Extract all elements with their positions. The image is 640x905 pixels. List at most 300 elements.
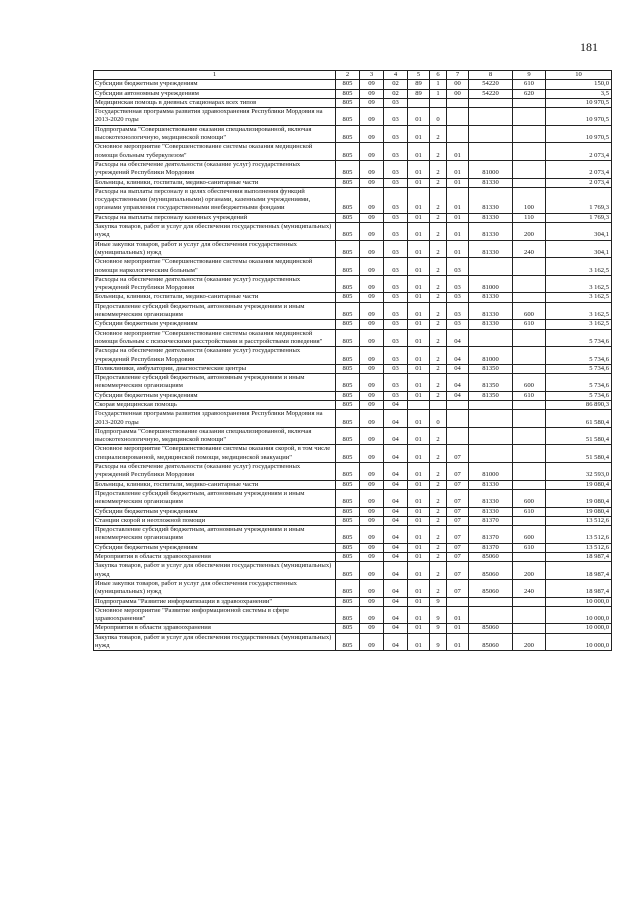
code-expense-type-cell [513,463,546,481]
code-subsection-cell: 04 [384,579,408,597]
code-program-cell: 01 [408,320,430,329]
code-admin-cell: 805 [336,553,360,562]
code-event-cell: 07 [447,463,469,481]
code-section-cell: 09 [360,597,384,606]
code-subsection-cell: 04 [384,489,408,507]
code-program-cell: 01 [408,187,430,213]
code-event-cell: 01 [447,223,469,241]
code-subprogram-cell: 9 [430,606,447,624]
code-event-cell: 01 [447,606,469,624]
code-event-cell [447,108,469,126]
code-event-cell: 01 [447,624,469,633]
row-name: Расходы на обеспечение деятельности (оказание услуг) государственных учреждений Республики Мордовия [94,160,336,178]
code-expense-type-cell [513,445,546,463]
code-direction-cell: 85060 [469,553,513,562]
row-name: Предоставление субсидий бюджетным, автономным учреждениям и иным некоммерческим организациям [94,302,336,320]
code-event-cell [447,400,469,409]
table-row [94,480,612,489]
code-admin-cell: 805 [336,579,360,597]
table-row [94,213,612,222]
code-admin-cell: 805 [336,108,360,126]
code-section-cell: 09 [360,320,384,329]
code-expense-type-cell [513,160,546,178]
amount-cell: 13 512,6 [546,543,612,552]
code-subprogram-cell: 2 [430,427,447,445]
code-event-cell: 07 [447,553,469,562]
table-row [94,364,612,373]
amount-cell: 18 987,4 [546,562,612,580]
table-row [94,275,612,293]
code-section-cell: 09 [360,445,384,463]
code-section-cell: 09 [360,427,384,445]
code-event-cell: 03 [447,293,469,302]
code-subsection-cell: 03 [384,240,408,258]
code-direction-cell: 54220 [469,89,513,98]
code-expense-type-cell: 620 [513,89,546,98]
code-program-cell: 01 [408,553,430,562]
code-program-cell: 01 [408,302,430,320]
code-section-cell: 09 [360,160,384,178]
table-row [94,223,612,241]
amount-cell: 3,5 [546,89,612,98]
code-subsection-cell: 04 [384,562,408,580]
code-subsection-cell: 04 [384,543,408,552]
code-expense-type-cell [513,108,546,126]
code-subprogram-cell: 2 [430,187,447,213]
code-program-cell: 01 [408,427,430,445]
budget-table [93,70,612,651]
code-section-cell: 09 [360,275,384,293]
row-name: Расходы на обеспечение деятельности (оказание услуг) государственных учреждений Республики Мордовия [94,463,336,481]
amount-cell: 5 734,6 [546,329,612,347]
code-direction-cell: 81330 [469,489,513,507]
amount-cell: 19 080,4 [546,480,612,489]
table-header-row [94,71,612,80]
code-event-cell: 03 [447,275,469,293]
code-subprogram-cell: 2 [430,347,447,365]
code-admin-cell: 805 [336,624,360,633]
amount-cell: 19 080,4 [546,507,612,516]
code-section-cell: 09 [360,562,384,580]
code-admin-cell: 805 [336,143,360,161]
table-row [94,258,612,276]
amount-cell: 51 580,4 [546,427,612,445]
code-direction-cell: 81350 [469,374,513,392]
code-subsection-cell: 04 [384,463,408,481]
amount-cell: 18 987,4 [546,553,612,562]
code-admin-cell: 805 [336,526,360,544]
code-admin-cell: 805 [336,489,360,507]
code-direction-cell: 81330 [469,213,513,222]
code-event-cell: 07 [447,562,469,580]
row-name: Закупка товаров, работ и услуг для обеспечения государственных (муниципальных) нужд [94,223,336,241]
row-name: Основное мероприятие "Совершенствование системы оказания скорой, в том числе специализированной, медицинской помощи, медицинской эвакуации" [94,445,336,463]
code-section-cell: 09 [360,543,384,552]
code-admin-cell: 805 [336,240,360,258]
code-program-cell: 01 [408,391,430,400]
code-subprogram-cell: 2 [430,489,447,507]
code-section-cell: 09 [360,364,384,373]
table-row [94,320,612,329]
code-direction-cell: 81350 [469,391,513,400]
page-number: 181 [580,40,598,54]
code-expense-type-cell: 200 [513,223,546,241]
code-admin-cell: 805 [336,543,360,552]
code-direction-cell: 81370 [469,516,513,525]
code-subsection-cell: 04 [384,597,408,606]
code-expense-type-cell [513,178,546,187]
code-event-cell: 07 [447,480,469,489]
table-row [94,516,612,525]
row-name: Закупка товаров, работ и услуг для обеспечения государственных (муниципальных) нужд [94,633,336,651]
code-direction-cell [469,125,513,143]
code-direction-cell [469,445,513,463]
code-section-cell: 09 [360,516,384,525]
table-row [94,143,612,161]
code-subsection-cell: 02 [384,80,408,89]
table-row [94,391,612,400]
code-subprogram-cell: 2 [430,364,447,373]
code-subprogram-cell: 2 [430,320,447,329]
code-expense-type-cell: 600 [513,374,546,392]
table-row [94,507,612,516]
code-section-cell: 09 [360,507,384,516]
code-section-cell: 09 [360,240,384,258]
amount-cell: 5 734,6 [546,374,612,392]
code-direction-cell: 81330 [469,480,513,489]
code-admin-cell: 805 [336,427,360,445]
code-direction-cell: 81330 [469,293,513,302]
code-section-cell: 09 [360,293,384,302]
amount-cell: 304,1 [546,240,612,258]
code-subsection-cell: 03 [384,223,408,241]
code-admin-cell: 805 [336,125,360,143]
code-admin-cell: 805 [336,445,360,463]
code-admin-cell: 805 [336,89,360,98]
code-section-cell: 09 [360,347,384,365]
row-name: Расходы на обеспечение деятельности (оказание услуг) государственных учреждений Республики Мордовия [94,275,336,293]
code-expense-type-cell: 200 [513,562,546,580]
code-subprogram-cell: 2 [430,329,447,347]
code-event-cell: 07 [447,579,469,597]
row-name: Закупка товаров, работ и услуг для обеспечения государственных (муниципальных) нужд [94,562,336,580]
header-cell: 6 [430,71,447,80]
code-admin-cell: 805 [336,480,360,489]
amount-cell: 32 593,0 [546,463,612,481]
code-program-cell: 01 [408,329,430,347]
row-name: Расходы на обеспечение деятельности (оказание услуг) государственных учреждений Республики Мордовия [94,347,336,365]
amount-cell: 51 580,4 [546,445,612,463]
table-row [94,160,612,178]
code-subprogram-cell: 2 [430,293,447,302]
code-section-cell: 09 [360,624,384,633]
code-program-cell: 01 [408,347,430,365]
code-program-cell: 01 [408,125,430,143]
table-row [94,463,612,481]
code-subprogram-cell [430,400,447,409]
code-admin-cell: 805 [336,223,360,241]
code-subprogram-cell: 2 [430,143,447,161]
row-name: Станции скорой и неотложной помощи [94,516,336,525]
code-subprogram-cell: 2 [430,480,447,489]
amount-cell: 3 162,5 [546,275,612,293]
table-row [94,178,612,187]
code-section-cell: 09 [360,489,384,507]
amount-cell: 2 073,4 [546,143,612,161]
code-event-cell: 07 [447,516,469,525]
code-subprogram-cell: 2 [430,516,447,525]
code-direction-cell [469,108,513,126]
row-name: Предоставление субсидий бюджетным, автономным учреждениям и иным некоммерческим организациям [94,526,336,544]
table-row [94,329,612,347]
code-section-cell: 09 [360,633,384,651]
code-subsection-cell: 03 [384,374,408,392]
code-subprogram-cell: 2 [430,579,447,597]
table-row [94,562,612,580]
code-admin-cell: 805 [336,633,360,651]
amount-cell: 5 734,6 [546,364,612,373]
code-expense-type-cell [513,347,546,365]
table-row [94,597,612,606]
row-name: Основное мероприятие "Развитие информационной системы в сфере здравоохранения" [94,606,336,624]
code-program-cell: 89 [408,89,430,98]
table-row [94,553,612,562]
code-admin-cell: 805 [336,516,360,525]
code-admin-cell: 805 [336,400,360,409]
code-direction-cell: 81350 [469,364,513,373]
code-direction-cell: 81370 [469,526,513,544]
table-row [94,526,612,544]
code-direction-cell: 81000 [469,347,513,365]
code-subsection-cell: 04 [384,633,408,651]
code-admin-cell: 805 [336,329,360,347]
code-event-cell: 04 [447,329,469,347]
code-direction-cell: 81330 [469,302,513,320]
code-expense-type-cell [513,516,546,525]
table-row [94,302,612,320]
code-event-cell: 04 [447,374,469,392]
code-event-cell: 07 [447,507,469,516]
code-event-cell: 03 [447,302,469,320]
amount-cell: 2 073,4 [546,160,612,178]
code-subprogram-cell: 9 [430,624,447,633]
code-subprogram-cell: 2 [430,445,447,463]
code-direction-cell: 81330 [469,178,513,187]
code-section-cell: 09 [360,526,384,544]
code-section-cell: 09 [360,125,384,143]
code-direction-cell: 54220 [469,80,513,89]
code-event-cell: 01 [447,240,469,258]
code-admin-cell: 805 [336,293,360,302]
code-direction-cell [469,143,513,161]
table-row [94,445,612,463]
amount-cell: 10 000,0 [546,606,612,624]
code-expense-type-cell: 610 [513,507,546,516]
code-subprogram-cell [430,98,447,107]
row-name: Основное мероприятие "Совершенствование системы оказания медицинской помощи больным с психическими расстройствами и расстройствами поведения" [94,329,336,347]
code-expense-type-cell: 600 [513,489,546,507]
row-name: Расходы на выплаты персоналу в целях обеспечения выполнения функций государственными (муниципальными) органами, казенными учреждениями, органами управления государственными внебюджетными фондами [94,187,336,213]
code-section-cell: 09 [360,223,384,241]
amount-cell: 1 769,3 [546,213,612,222]
code-expense-type-cell: 610 [513,80,546,89]
code-direction-cell [469,597,513,606]
code-program-cell: 01 [408,178,430,187]
header-cell: 7 [447,71,469,80]
code-expense-type-cell [513,98,546,107]
code-subprogram-cell: 2 [430,374,447,392]
code-subsection-cell: 03 [384,213,408,222]
code-subsection-cell: 04 [384,553,408,562]
code-event-cell: 04 [447,391,469,400]
row-name: Иные закупки товаров, работ и услуг для обеспечения государственных (муниципальных) нужд [94,240,336,258]
code-direction-cell [469,258,513,276]
code-direction-cell [469,98,513,107]
row-name: Предоставление субсидий бюджетным, автономным учреждениям и иным некоммерческим организациям [94,374,336,392]
code-direction-cell [469,427,513,445]
code-direction-cell [469,410,513,428]
header-cell: 2 [336,71,360,80]
code-section-cell: 09 [360,302,384,320]
code-subsection-cell: 03 [384,108,408,126]
code-event-cell: 03 [447,258,469,276]
code-program-cell: 01 [408,293,430,302]
code-subsection-cell: 03 [384,391,408,400]
code-program-cell: 01 [408,160,430,178]
row-name: Субсидии бюджетным учреждениям [94,80,336,89]
code-subsection-cell: 03 [384,364,408,373]
code-subsection-cell: 04 [384,400,408,409]
code-subprogram-cell: 2 [430,240,447,258]
code-section-cell: 09 [360,178,384,187]
code-section-cell: 09 [360,400,384,409]
code-expense-type-cell: 240 [513,240,546,258]
code-direction-cell: 81000 [469,160,513,178]
code-expense-type-cell [513,427,546,445]
header-cell: 9 [513,71,546,80]
amount-cell: 13 512,6 [546,516,612,525]
code-admin-cell: 805 [336,187,360,213]
table-row [94,187,612,213]
code-program-cell: 01 [408,489,430,507]
table-row [94,489,612,507]
code-section-cell: 09 [360,98,384,107]
header-cell: 1 [94,71,336,80]
code-expense-type-cell: 610 [513,320,546,329]
code-program-cell: 01 [408,624,430,633]
code-section-cell: 09 [360,606,384,624]
table-row [94,579,612,597]
code-program-cell: 01 [408,364,430,373]
code-section-cell: 09 [360,89,384,98]
code-subsection-cell: 03 [384,329,408,347]
code-direction-cell: 81330 [469,187,513,213]
code-event-cell: 01 [447,213,469,222]
header-cell: 5 [408,71,430,80]
amount-cell: 10 970,5 [546,108,612,126]
code-subprogram-cell: 2 [430,275,447,293]
code-section-cell: 09 [360,410,384,428]
code-expense-type-cell: 200 [513,633,546,651]
code-section-cell: 09 [360,258,384,276]
row-name: Медицинская помощь в дневных стационарах всех типов [94,98,336,107]
table-row [94,125,612,143]
code-event-cell: 01 [447,187,469,213]
code-section-cell: 09 [360,329,384,347]
amount-cell: 10 970,5 [546,125,612,143]
code-subsection-cell: 02 [384,89,408,98]
table-row [94,633,612,651]
row-name: Основное мероприятие "Совершенствование системы оказания медицинской помощи наркологическим больным" [94,258,336,276]
code-program-cell: 01 [408,463,430,481]
code-subsection-cell: 03 [384,160,408,178]
row-name: Государственная программа развития здравоохранения Республики Мордовия на 2013-2020 годы [94,410,336,428]
code-expense-type-cell [513,410,546,428]
code-subprogram-cell: 2 [430,125,447,143]
code-direction-cell [469,400,513,409]
row-name: Больницы, клиники, госпитали, медико-санитарные части [94,293,336,302]
row-name: Субсидии автономным учреждениям [94,89,336,98]
code-subprogram-cell: 2 [430,223,447,241]
code-section-cell: 09 [360,463,384,481]
code-event-cell: 07 [447,445,469,463]
code-event-cell: 03 [447,320,469,329]
code-event-cell: 01 [447,633,469,651]
code-subprogram-cell: 2 [430,391,447,400]
code-admin-cell: 805 [336,320,360,329]
code-admin-cell: 805 [336,275,360,293]
code-direction-cell: 81330 [469,223,513,241]
code-program-cell: 89 [408,80,430,89]
code-direction-cell [469,329,513,347]
code-program-cell: 01 [408,579,430,597]
code-program-cell: 01 [408,108,430,126]
code-event-cell: 01 [447,178,469,187]
code-expense-type-cell [513,597,546,606]
code-expense-type-cell: 600 [513,526,546,544]
code-subprogram-cell: 2 [430,258,447,276]
code-event-cell [447,410,469,428]
code-program-cell: 01 [408,213,430,222]
amount-cell: 10 000,0 [546,624,612,633]
code-expense-type-cell [513,553,546,562]
amount-cell: 150,0 [546,80,612,89]
code-expense-type-cell [513,624,546,633]
amount-cell: 5 734,6 [546,347,612,365]
code-subsection-cell: 03 [384,98,408,107]
code-subsection-cell: 04 [384,507,408,516]
code-event-cell [447,98,469,107]
code-subsection-cell: 04 [384,445,408,463]
amount-cell: 19 080,4 [546,489,612,507]
amount-cell: 61 580,4 [546,410,612,428]
code-program-cell: 01 [408,240,430,258]
code-subsection-cell: 03 [384,187,408,213]
code-direction-cell: 81000 [469,275,513,293]
code-subsection-cell: 04 [384,606,408,624]
code-subprogram-cell: 9 [430,633,447,651]
code-expense-type-cell: 610 [513,391,546,400]
code-subsection-cell: 03 [384,302,408,320]
header-cell: 10 [546,71,612,80]
code-admin-cell: 805 [336,302,360,320]
code-event-cell [447,125,469,143]
amount-cell: 5 734,6 [546,391,612,400]
table-row [94,543,612,552]
code-subprogram-cell: 1 [430,80,447,89]
code-expense-type-cell: 240 [513,579,546,597]
code-subprogram-cell: 2 [430,553,447,562]
